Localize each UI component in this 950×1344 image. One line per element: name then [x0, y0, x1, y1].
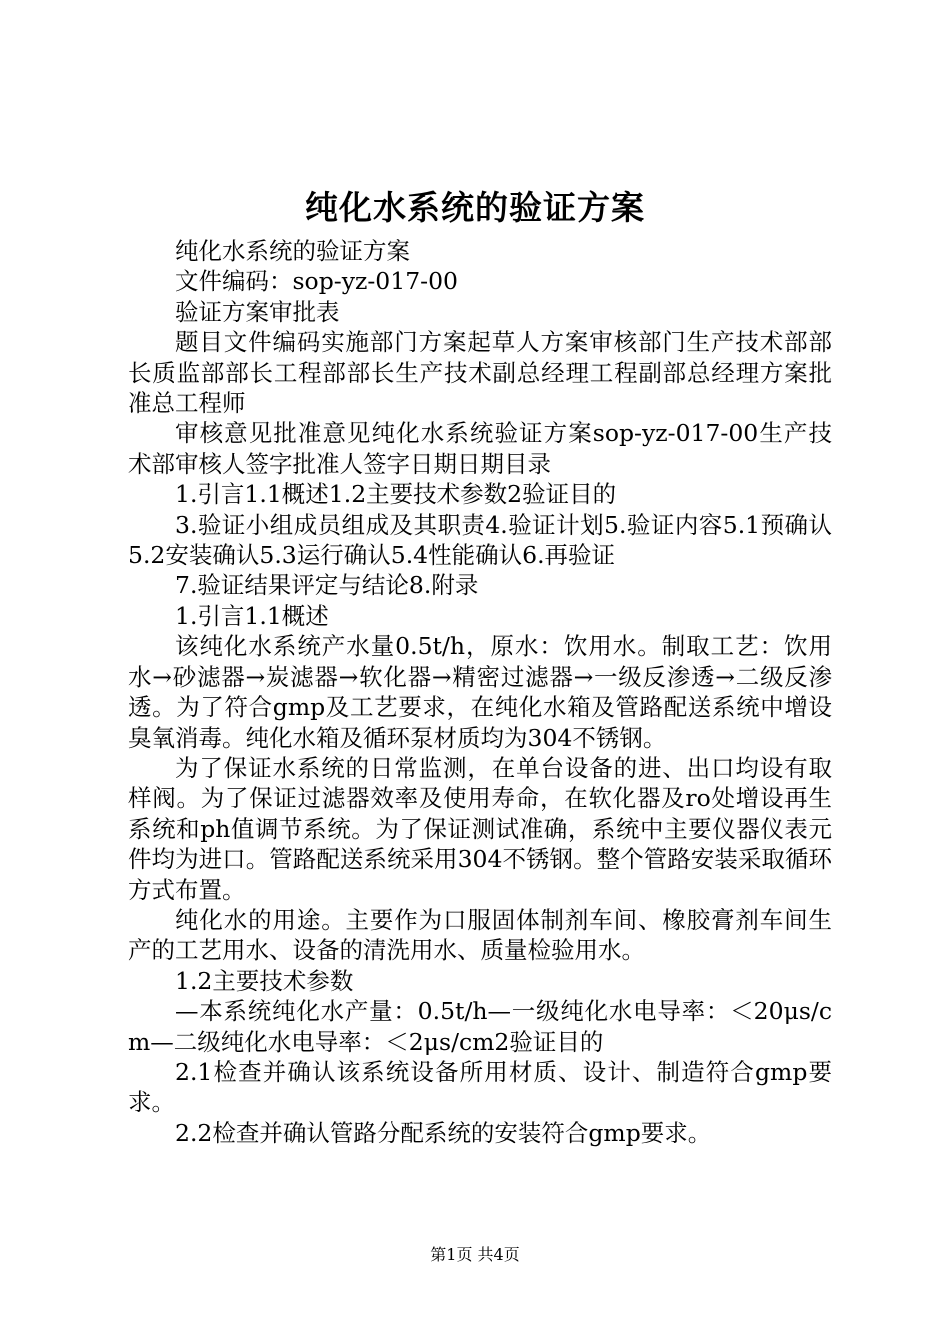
paragraph: 文件编码：sop-yz-017-00	[175, 267, 458, 296]
paragraph: 1.引言1.1概述	[175, 601, 329, 630]
paragraph: 7.验证结果评定与结论8.附录	[175, 571, 479, 600]
paragraph: —本系统纯化水产量：0.5t/h—一级纯化水电导率：＜20μs/cm—二级纯化水电导率：＜2μs/cm2验证目的	[128, 997, 832, 1056]
paragraph: 1.引言1.1概述1.2主要技术参数2验证目的	[175, 480, 617, 509]
paragraph: 审核意见批准意见纯化水系统验证方案sop-yz-017-00生产技术部审核人签字批准人签字日期日期目录	[128, 419, 832, 478]
paragraph: 2.2检查并确认管路分配系统的安装符合gmp要求。	[175, 1118, 712, 1147]
paragraph: 为了保证水系统的日常监测，在单台设备的进、出口均设有取样阀。为了保证过滤器效率及使用寿命，在软化器及ro处增设再生系统和ph值调节系统。为了保证测试准确，系统中主要仪器仪表元件均为进口。管路配送系统采用304不锈钢。整个管路安装采取循环方式布置。	[128, 753, 832, 904]
document-body	[128, 236, 832, 1148]
paragraph: 3.验证小组成员组成及其职责4.验证计划5.验证内容5.1预确认5.2安装确认5.3运行确认5.4性能确认6.再验证	[128, 510, 832, 570]
page-footer: 第1页 共4页	[430, 1245, 520, 1264]
paragraph: 题目文件编码实施部门方案起草人方案审核部门生产技术部部长质监部部长工程部部长生产技术副总经理工程副部总经理方案批准总工程师	[128, 328, 832, 418]
paragraph: 该纯化水系统产水量0.5t/h，原水：饮用水。制取工艺：饮用水→砂滤器→炭滤器→软化器→精密过滤器→一级反渗透→二级反渗透。为了符合gmp及工艺要求，在纯化水箱及管路配送系统中增设臭氧消毒。纯化水箱及循环泵材质均为304不锈钢。	[128, 632, 832, 752]
paragraph: 纯化水系统的验证方案	[175, 237, 410, 265]
paragraph: 1.2主要技术参数	[175, 966, 354, 995]
document-title: 纯化水系统的验证方案	[305, 188, 645, 227]
paragraph: 纯化水的用途。主要作为口服固体制剂车间、橡胶膏剂车间生产的工艺用水、设备的清洗用水、质量检验用水。	[128, 905, 832, 965]
paragraph: 2.1检查并确认该系统设备所用材质、设计、制造符合gmp要求。	[128, 1057, 832, 1117]
paragraph: 验证方案审批表	[175, 297, 340, 326]
